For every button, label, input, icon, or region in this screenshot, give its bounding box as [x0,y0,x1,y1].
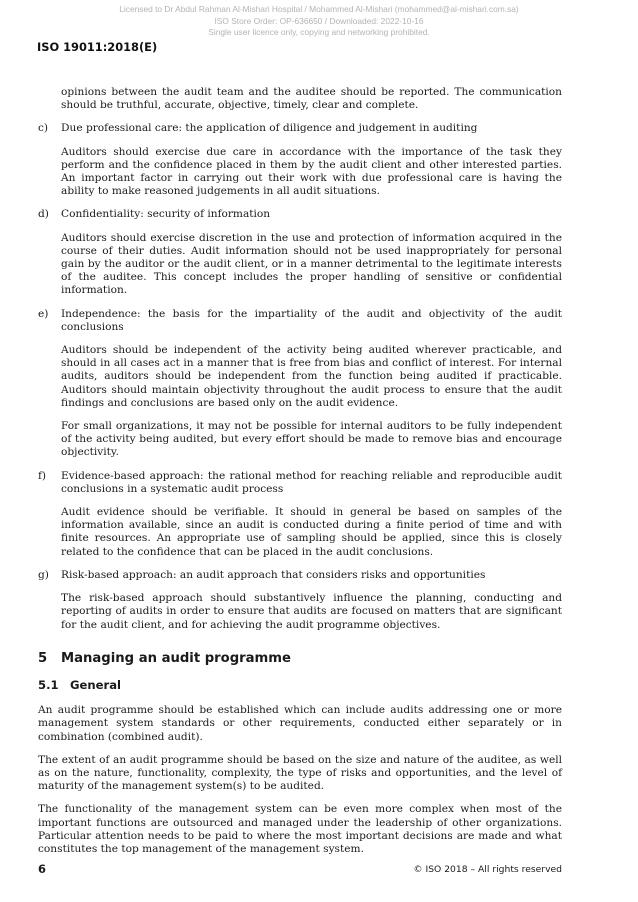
subsection-title: General [70,677,122,692]
principle-item-e [38,308,562,334]
item-title: Independence: the basis for the impartiality of the audit and objectivity of the audit conclusions [61,307,562,333]
section-number: 5 [38,650,48,666]
watermark-line-1: Licensed to Dr Abdul Rahman Al-Mishari Hospital / Mohammed Al-Mishari (mohammed@al-mishari.com.sa) [119,4,519,14]
principle-item-g [38,569,562,582]
standard-id-header: ISO 19011:2018(E) [37,40,158,54]
item-paragraph: For small organizations, it may not be possible for internal auditors to be fully independent of the activity being audited, but every effort should be made to remove bias and encourage objectivity. [61,420,562,459]
item-label: e) [38,307,49,320]
item-paragraph: Audit evidence should be verifiable. It should in general be based on samples of the information available, since an audit is conducted during a finite period of time and with finite resources. An appropriate use of sampling should be applied, since this is closely related to the confidence that can be placed in the audit conclusions. [61,506,562,558]
item-label: c) [38,122,49,135]
item-title: Confidentiality: security of information [61,208,271,221]
item-label: f) [38,469,47,482]
copyright-notice: © ISO 2018 – All rights reserved [413,864,562,875]
item-paragraph: The risk-based approach should substantively influence the planning, conducting and reporting of audits in order to ensure that audits are focused on matters that are significant for the audit client, and for achieving the audit programme objectives. [61,592,562,631]
watermark-line-2: ISO Store Order: OP-636650 / Downloaded: 2022-10-16 [214,15,424,26]
licence-watermark [0,4,638,39]
item-label: d) [38,208,49,221]
item-title: Due professional care: the application of diligence and judgement in auditing [61,122,478,135]
page-number: 6 [38,862,46,876]
section-title: Managing an audit programme [61,650,291,666]
principle-item-c [38,122,562,135]
principle-item-f [38,470,562,496]
subsection-heading-5-1 [38,679,562,692]
watermark-line-3: Single user licence only, copying and networking prohibited. [208,27,430,38]
intro-paragraph: opinions between the audit team and the auditee should be reported. The communication should be truthful, accurate, objective, timely, clear and complete. [61,86,562,112]
item-title: Evidence-based approach: the rational method for reaching reliable and reproducible audit conclusions in a systematic audit process [61,469,562,495]
principle-item-d [38,208,562,221]
item-paragraph: Auditors should exercise due care in accordance with the importance of the task they perform and the confidence placed in them by the audit client and other interested parties. An important factor in carrying out their work with due professional care is having the ability to make reasoned judgements in all audit situations. [61,145,562,198]
section-heading-5 [38,652,562,665]
body-paragraph: The functionality of the management system can be even more complex when most of the important functions are outsourced and managed under the leadership of other organizations. Particular attention needs to be paid to where the most important decisions are made and what constitutes the top management of the management system. [38,803,562,855]
body-paragraph: An audit programme should be established which can include audits addressing one or more management system standards or other requirements, conducted either separately or in combination (combined audit). [38,704,562,743]
item-paragraph: Auditors should exercise discretion in the use and protection of information acquired in the course of their duties. Audit information should not be used inappropriately for personal gain by the auditor or the audit client, or in a manner detrimental to the legitimate interests of the auditee. This concept includes the proper handling of sensitive or confidential information. [61,231,562,297]
subsection-number: 5.1 [38,677,59,692]
page-body [38,86,562,866]
item-paragraph: Auditors should be independent of the activity being audited wherever practicable, and should in all cases act in a manner that is free from bias and conflict of interest. For internal audits, auditors should be independent from the function being audited if practicable. Auditors should maintain objectivity throughout the audit process to ensure that the audit findings and conclusions are based only on the audit evidence. [61,344,562,409]
body-paragraph: The extent of an audit programme should be based on the size and nature of the auditee, as well as on the nature, functionality, complexity, the type of risks and opportunities, and the level of maturity of the management system(s) to be audited. [38,753,562,793]
item-label: g) [38,568,49,581]
item-title: Risk-based approach: an audit approach that considers risks and opportunities [61,568,486,581]
